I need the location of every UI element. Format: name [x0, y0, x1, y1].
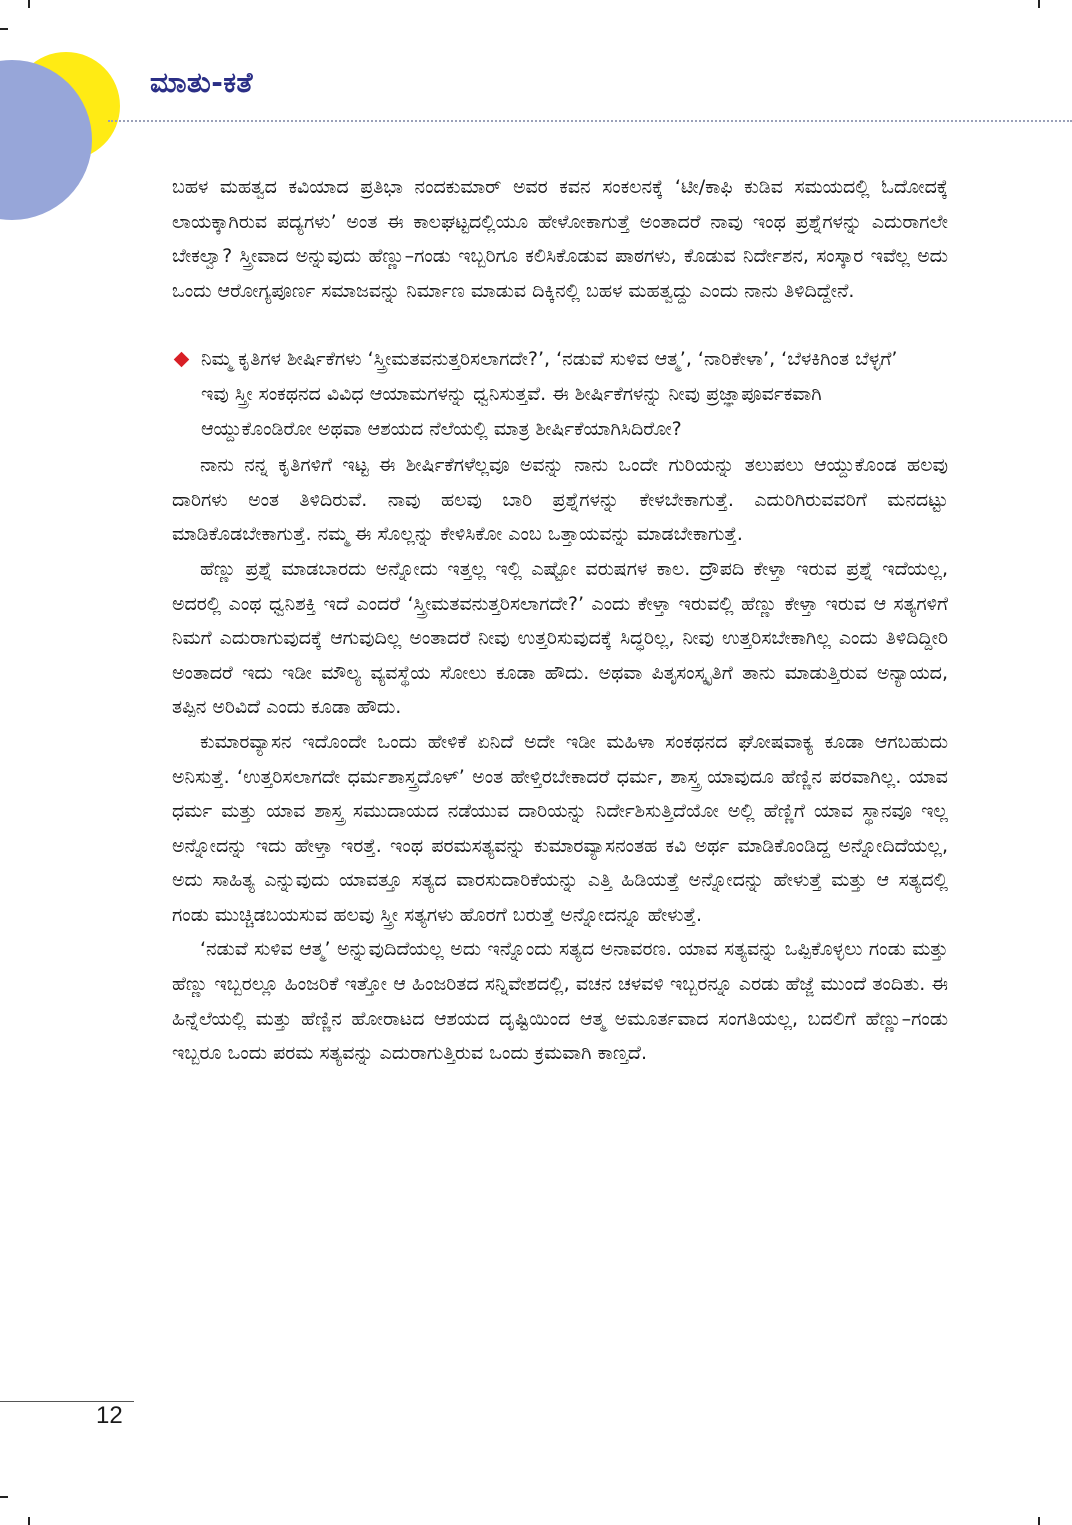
diamond-bullet-icon: [174, 352, 190, 368]
interview-question: [172, 342, 948, 446]
page-number: 12: [96, 1402, 123, 1429]
crop-mark-left-top: [0, 28, 8, 30]
answer-paragraph: ಕುಮಾರವ್ಯಾಸನ ಇದೊಂದೇ ಒಂದು ಹೇಳಿಕೆ ಏನಿದೆ ಅದೇ ಇಡೀ ಮಹಿಳಾ ಸಂಕಥನದ ಘೋಷವಾಕ್ಯ ಕೂಡಾ ಆಗಬಹುದು ಅನಿಸುತ್ತೆ. ‘ಉತ್ತರಿಸಲಾಗದೇ ಧರ್ಮಶಾಸ್ತ್ರದೊಳ್’ ಅಂತ ಹೇಳ್ತಿರಬೇಕಾದರೆ ಧರ್ಮ, ಶಾಸ್ತ್ರ ಯಾವುದೂ ಹೆಣ್ಣಿನ ಪರವಾಗಿಲ್ಲ. ಯಾವ ಧರ್ಮ ಮತ್ತು ಯಾವ ಶಾಸ್ತ್ರ ಸಮುದಾಯದ ನಡೆಯುವ ದಾರಿಯನ್ನು ನಿರ್ದೇಶಿಸುತ್ತಿದೆಯೋ ಅಲ್ಲಿ ಹೆಣ್ಣಿಗೆ ಯಾವ ಸ್ಥಾನವೂ ಇಲ್ಲ ಅನ್ನೋದನ್ನು ಇದು ಹೇಳ್ತಾ ಇರತ್ತೆ. ಇಂಥ ಪರಮಸತ್ಯವನ್ನು ಕುಮಾರವ್ಯಾಸನಂತಹ ಕವಿ ಅರ್ಥ ಮಾಡಿಕೊಂಡಿದ್ದ ಅನ್ನೋದಿದೆಯಲ್ಲ, ಅದು ಸಾಹಿತ್ಯ ಎನ್ನುವುದು ಯಾವತ್ತೂ ಸತ್ಯದ ವಾರಸುದಾರಿಕೆಯನ್ನು ಎತ್ತಿ ಹಿಡಿಯತ್ತೆ ಅನ್ನೋದನ್ನು ಹೇಳುತ್ತೆ ಮತ್ತು ಆ ಸತ್ಯದಲ್ಲಿ ಗಂಡು ಮುಚ್ಚಿಡಬಯಸುವ ಹಲವು ಸ್ತ್ರೀ ಸತ್ಯಗಳು ಹೊರಗೆ ಬರುತ್ತೆ ಅನ್ನೋದನ್ನೂ ಹೇಳುತ್ತೆ.: [172, 730, 948, 926]
crop-mark-bottom-left: [28, 1517, 30, 1525]
answer-paragraph: ನಾನು ನನ್ನ ಕೃತಿಗಳಿಗೆ ಇಟ್ಟ ಈ ಶೀರ್ಷಿಕೆಗಳೆಲ್ಲವೂ ಅವನ್ನು ನಾನು ಒಂದೇ ಗುರಿಯನ್ನು ತಲುಪಲು ಆಯ್ದುಕೊಂಡ ಹಲವು ದಾರಿಗಳು ಅಂತ ತಿಳಿದಿರುವೆ. ನಾವು ಹಲವು ಬಾರಿ ಪ್ರಶ್ನೆಗಳನ್ನು ಕೇಳಬೇಕಾಗುತ್ತೆ. ಎದುರಿಗಿರುವವರಿಗೆ ಮನದಟ್ಟು ಮಾಡಿಕೊಡಬೇಕಾಗುತ್ತೆ. ನಮ್ಮ ಈ ಸೊಲ್ಲನ್ನು ಕೇಳಿಸಿಕೋ ಎಂಬ ಒತ್ತಾಯವನ್ನು ಮಾಡಬೇಕಾಗುತ್ತೆ.: [172, 454, 948, 546]
answer-paragraph: ‘ನಡುವೆ ಸುಳಿವ ಆತ್ಮ’ ಅನ್ನುವುದಿದೆಯಲ್ಲ ಅದು ಇನ್ನೊಂದು ಸತ್ಯದ ಅನಾವರಣ. ಯಾವ ಸತ್ಯವನ್ನು ಒಪ್ಪಿಕೊಳ್ಳಲು ಗಂಡು ಮತ್ತು ಹೆಣ್ಣು ಇಬ್ಬರಲ್ಲೂ ಹಿಂಜರಿಕೆ ಇತ್ತೋ ಆ ಹಿಂಜರಿತದ ಸನ್ನಿವೇಶದಲ್ಲಿ, ವಚನ ಚಳವಳಿ ಇಬ್ಬರನ್ನೂ ಎರಡು ಹೆಜ್ಜೆ ಮುಂದೆ ತಂದಿತು. ಈ ಹಿನ್ನೆಲೆಯಲ್ಲಿ ಮತ್ತು ಹೆಣ್ಣಿನ ಹೋರಾಟದ ಆಶಯದ ದೃಷ್ಟಿಯಿಂದ ಆತ್ಮ ಅಮೂರ್ತವಾದ ಸಂಗತಿಯಲ್ಲ, ಬದಲಿಗೆ ಹೆಣ್ಣು–ಗಂಡು ಇಬ್ಬರೂ ಒಂದು ಪರಮ ಸತ್ಯವನ್ನು ಎದುರಾಗುತ್ತಿರುವ ಒಂದು ಕ್ರಮವಾಗಿ ಕಾಣ್ತದೆ.: [172, 938, 948, 1065]
answer-paragraph: ಹೆಣ್ಣು ಪ್ರಶ್ನೆ ಮಾಡಬಾರದು ಅನ್ನೋದು ಇತ್ತಲ್ಲ ಇಲ್ಲಿ ಎಷ್ಟೋ ವರುಷಗಳ ಕಾಲ. ದ್ರೌಪದಿ ಕೇಳ್ತಾ ಇರುವ ಪ್ರಶ್ನೆ ಇದೆಯಲ್ಲ, ಅದರಲ್ಲಿ ಎಂಥ ಧ್ವನಿಶಕ್ತಿ ಇದೆ ಎಂದರೆ ‘ಸ್ತ್ರೀಮತವನುತ್ತರಿಸಲಾಗದೇ?’ ಎಂದು ಕೇಳ್ತಾ ಇರುವಲ್ಲಿ ಹೆಣ್ಣು ಕೇಳ್ತಾ ಇರುವ ಆ ಸತ್ಯಗಳಿಗೆ ನಿಮಗೆ ಎದುರಾಗುವುದಕ್ಕೆ ಆಗುವುದಿಲ್ಲ ಅಂತಾದರೆ ನೀವು ಉತ್ತರಿಸುವುದಕ್ಕೆ ಸಿದ್ಧರಿಲ್ಲ, ನೀವು ಉತ್ತರಿಸಬೇಕಾಗಿಲ್ಲ ಎಂದು ತಿಳಿದಿದ್ದೀರಿ ಅಂತಾದರೆ ಇದು ಇಡೀ ಮೌಲ್ಯ ವ್ಯವಸ್ಥೆಯ ಸೋಲು ಕೂಡಾ ಹೌದು. ಅಥವಾ ಪಿತೃಸಂಸ್ಕೃತಿಗೆ ತಾನು ಮಾಡುತ್ತಿರುವ ಅನ್ಯಾಯದ, ತಪ್ಪಿನ ಅರಿವಿದೆ ಎಂದು ಕೂಡಾ ಹೌದು.: [172, 557, 948, 719]
intro-paragraph: ಬಹಳ ಮಹತ್ವದ ಕವಿಯಾದ ಪ್ರತಿಭಾ ನಂದಕುಮಾರ್ ಅವರ ಕವನ ಸಂಕಲನಕ್ಕೆ ‘ಟೀ/ಕಾಫಿ ಕುಡಿವ ಸಮಯದಲ್ಲಿ ಓದೋದಕ್ಕೆ ಲಾಯಕ್ಕಾಗಿರುವ ಪದ್ಯಗಳು’ ಅಂತ ಈ ಕಾಲಘಟ್ಟದಲ್ಲಿಯೂ ಹೇಳೋಕಾಗುತ್ತೆ ಅಂತಾದರೆ ನಾವು ಇಂಥ ಪ್ರಶ್ನೆಗಳನ್ನು ಎದುರಾಗಲೇ ಬೇಕಲ್ವಾ? ಸ್ತ್ರೀವಾದ ಅನ್ನುವುದು ಹೆಣ್ಣು–ಗಂಡು ಇಬ್ಬರಿಗೂ ಕಲಿಸಿಕೊಡುವ ಪಾಠಗಳು, ಕೊಡುವ ನಿರ್ದೇಶನ, ಸಂಸ್ಕಾರ ಇವೆಲ್ಲ ಅದು ಒಂದು ಆರೋಗ್ಯಪೂರ್ಣ ಸಮಾಜವನ್ನು ನಿರ್ಮಾಣ ಮಾಡುವ ದಿಕ್ಕಿನಲ್ಲಿ ಬಹಳ ಮಹತ್ವದ್ದು ಎಂದು ನಾನು ತಿಳಿದಿದ್ದೇನೆ.: [172, 176, 948, 302]
crop-mark-top-left: [28, 0, 30, 8]
section-title: ಮಾತು-ಕತೆ: [150, 66, 253, 99]
crop-mark-left-bottom: [0, 1496, 8, 1498]
crop-mark-bottom-right: [1038, 1517, 1040, 1525]
header-dotted-rule: [108, 120, 1072, 122]
article-body: [172, 170, 948, 1071]
question-text: ನಿಮ್ಮ ಕೃತಿಗಳ ಶೀರ್ಷಿಕೆಗಳು ‘ಸ್ತ್ರೀಮತವನುತ್ತರಿಸಲಾಗದೇ?’, ‘ನಡುವೆ ಸುಳಿವ ಆತ್ಮ’, ‘ನಾರಿಕೇಳಾ’, ‘ಬೆಳಕಿಗಿಂತ ಬೆಳ್ಳಗೆ’ ಇವು ಸ್ತ್ರೀ ಸಂಕಥನದ ವಿವಿಧ ಆಯಾಮಗಳನ್ನು ಧ್ವನಿಸುತ್ತವೆ. ಈ ಶೀರ್ಷಿಕೆಗಳನ್ನು ನೀವು ಪ್ರಜ್ಞಾಪೂರ್ವಕವಾಗಿ ಆಯ್ದುಕೊಂಡಿರೋ ಅಥವಾ ಆಶಯದ ನೆಲೆಯಲ್ಲಿ ಮಾತ್ರ ಶೀರ್ಷಿಕೆಯಾಗಿಸಿದಿರೋ?: [201, 348, 898, 440]
crop-mark-top-right: [1038, 0, 1040, 8]
